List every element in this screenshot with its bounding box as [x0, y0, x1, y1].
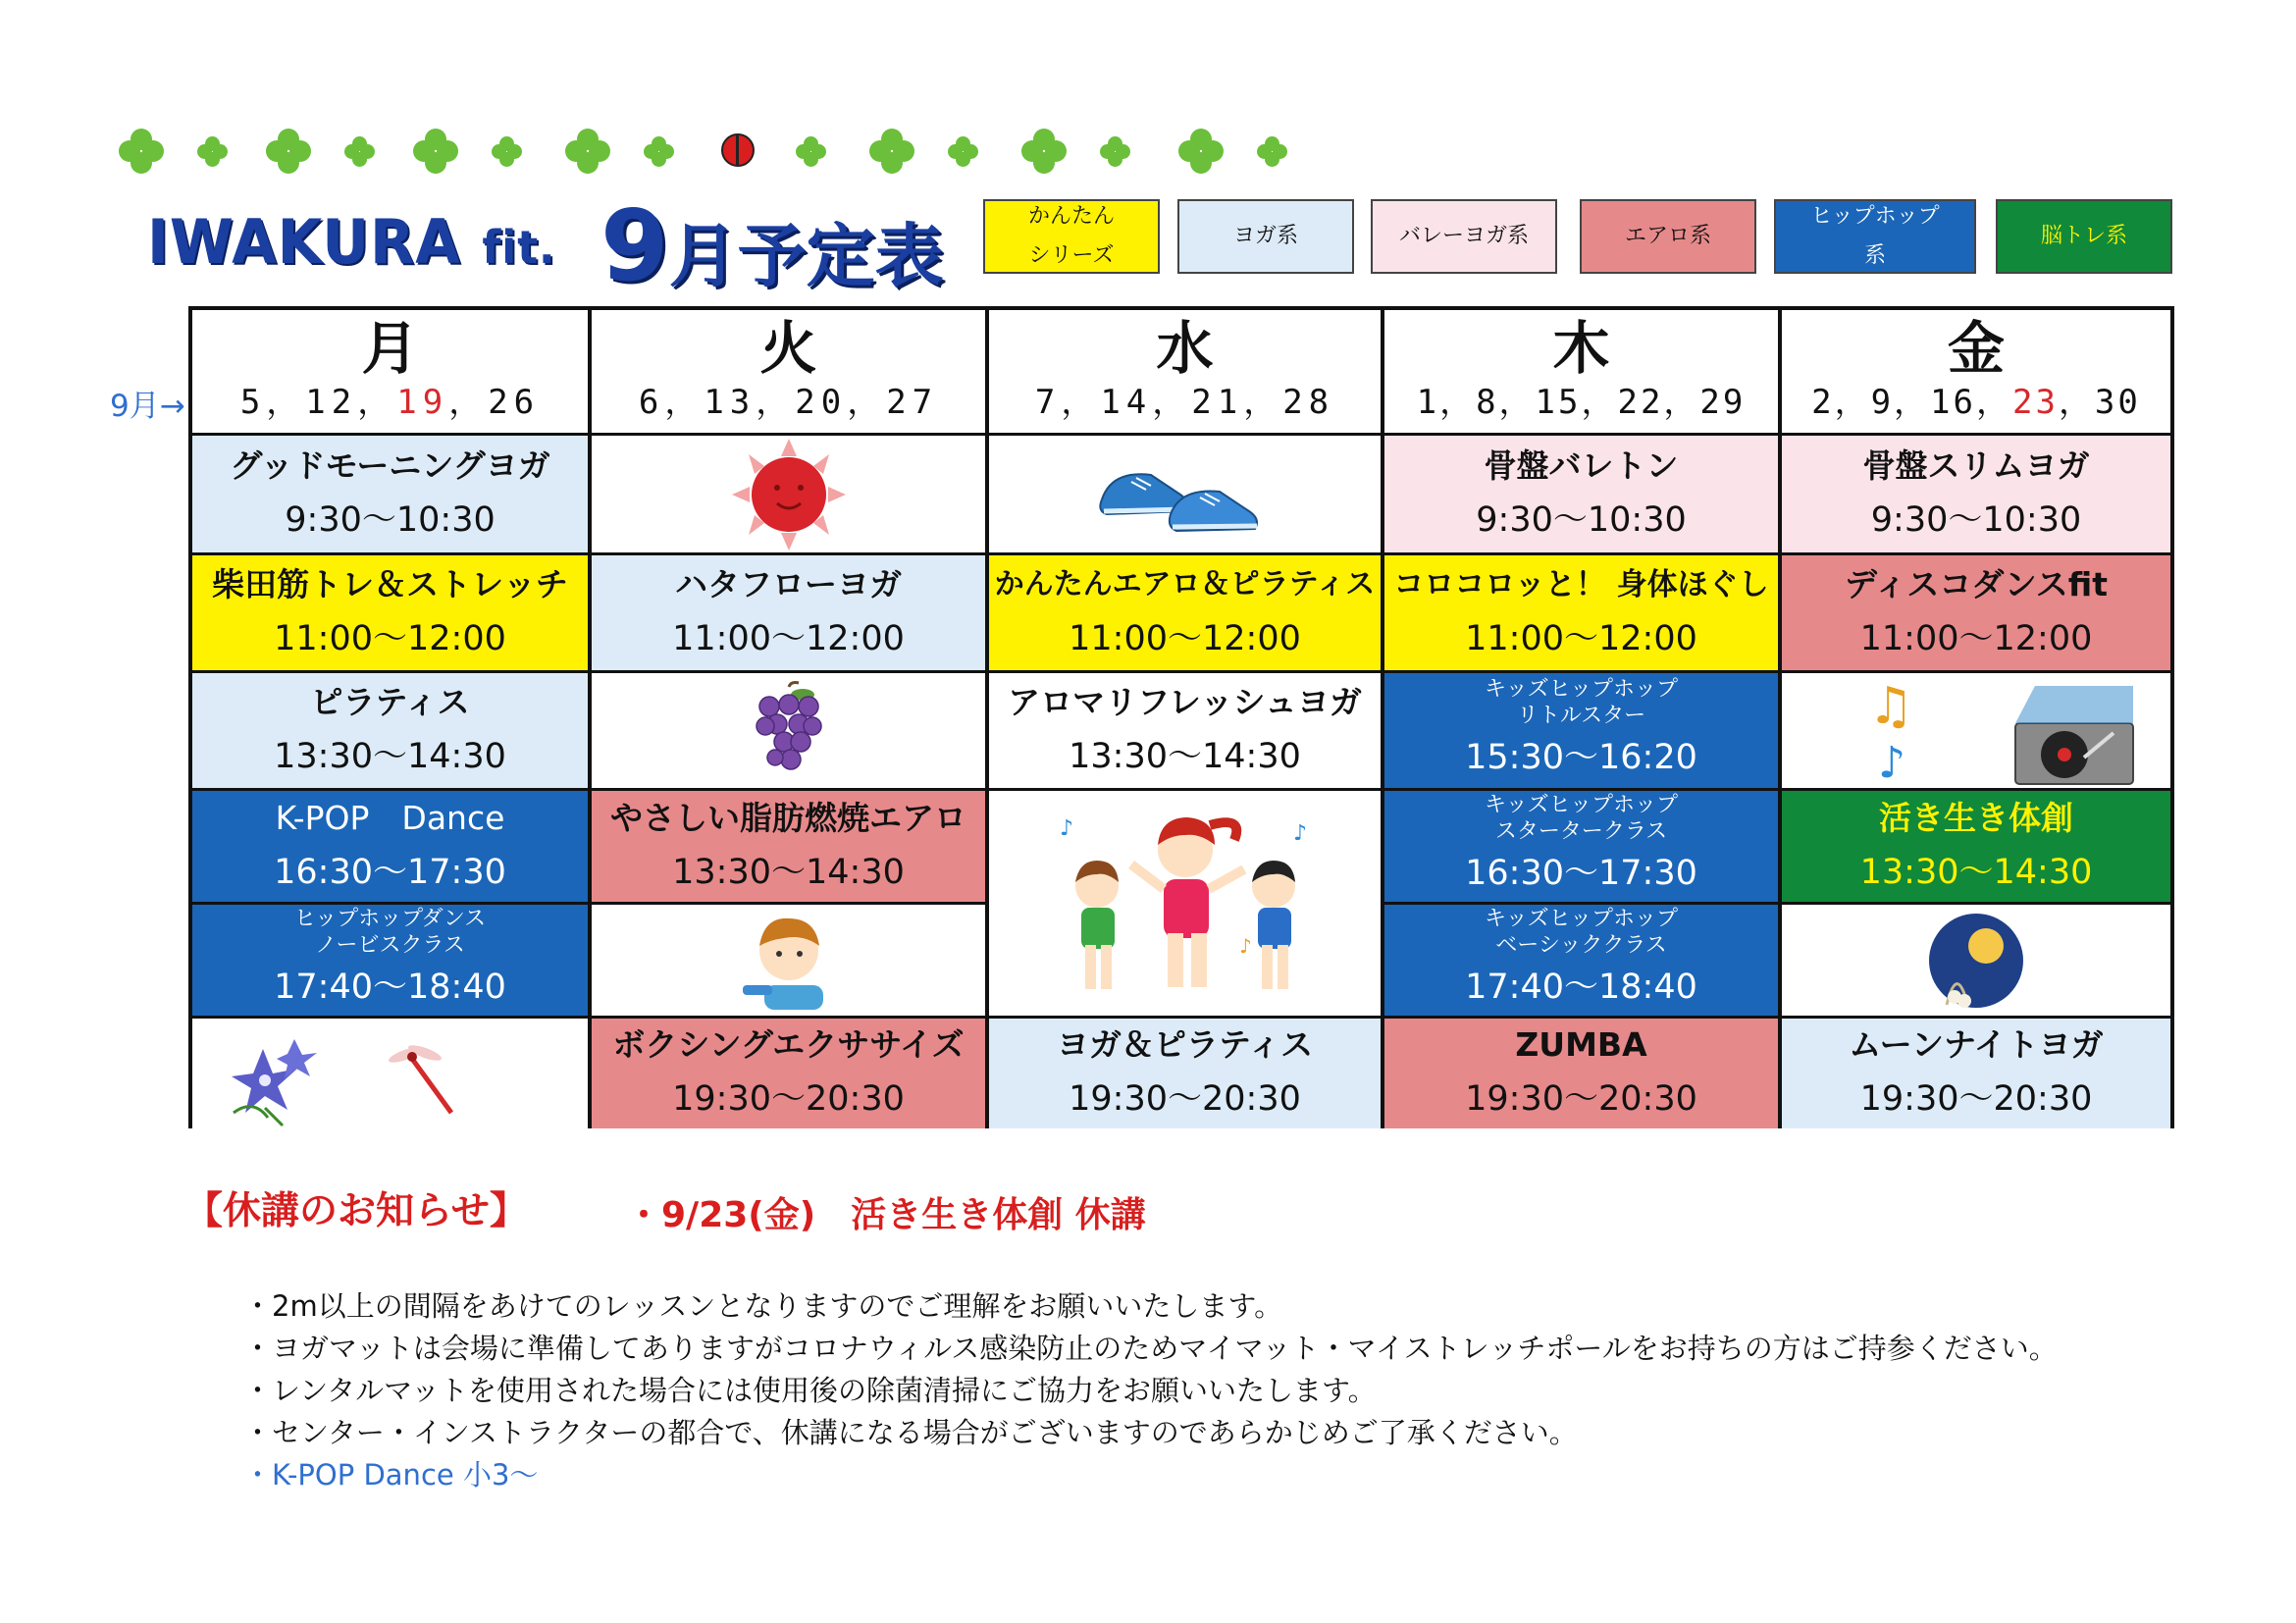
class-cell: K-POP Dance 16:30～17:30 — [192, 791, 588, 905]
legend-aerobics: エアロ系 — [1580, 199, 1756, 274]
class-cell: キッズヒップホップ スタータークラス 16:30～17:30 — [1384, 791, 1778, 905]
cancellation-notice-heading: 【休講のお知らせ】 — [184, 1189, 528, 1233]
illustration-moon — [1782, 905, 2170, 1019]
legend-easy-series: かんたん シリーズ — [983, 199, 1160, 274]
note-item: ・ヨガマットは会場に準備してありますがコロナウィルス感染防止のためマイマット・マイストレッチポールをお持ちの方はご持参ください。 — [243, 1332, 2058, 1365]
illustration-sun — [592, 436, 985, 555]
dragonfly-icon — [387, 1042, 451, 1113]
timetable — [188, 306, 2174, 1128]
illustration-music-turntable — [1782, 673, 2170, 791]
svg-text:♪: ♪ — [1292, 820, 1307, 846]
class-cell: 骨盤バレトン 9:30～10:30 — [1384, 436, 1778, 555]
ladybug-icon — [721, 133, 755, 167]
day-header-fri: 金 2，9，16，23，30 — [1782, 310, 2170, 436]
class-cell: ハタフローヨガ 11:00～12:00 — [592, 555, 985, 673]
class-cell: 活き生き体創 13:30～14:30 — [1782, 791, 2170, 905]
class-cell: グッドモーニングヨガ 9:30～10:30 — [192, 436, 588, 555]
class-cell: かんたんエアロ＆ピラティス 11:00～12:00 — [989, 555, 1381, 673]
class-cell: ZUMBA 19:30～20:30 — [1384, 1019, 1778, 1128]
legend-yoga: ヨガ系 — [1177, 199, 1354, 274]
moon-icon — [1917, 907, 2035, 1015]
class-cell: ディスコダンスfit 11:00～12:00 — [1782, 555, 2170, 673]
day-header-wed: 水 7，14，21，28 — [989, 310, 1381, 436]
day-header-mon: 月 5，12，19，26 — [192, 310, 588, 436]
grapes-icon — [740, 677, 838, 785]
class-cell: 骨盤スリムヨガ 9:30～10:30 — [1782, 436, 2170, 555]
month-label: 9月→ — [110, 389, 185, 424]
class-cell: ボクシングエクササイズ 19:30～20:30 — [592, 1019, 985, 1128]
illustration-sneakers — [989, 436, 1381, 555]
sun-icon — [710, 437, 867, 552]
class-cell: やさしい脂肪燃焼エアロ 13:30～14:30 — [592, 791, 985, 905]
class-cell: アロマリフレッシュヨガ 13:30～14:30 — [989, 673, 1381, 791]
class-cell: キッズヒップホップ リトルスター 15:30～16:20 — [1384, 673, 1778, 791]
class-cell: コロコロッと！ 身体ほぐし 11:00～12:00 — [1384, 555, 1778, 673]
music-note-icon — [1868, 677, 1914, 788]
notes-list — [243, 1285, 2058, 1496]
note-item: ・2m以上の間隔をあけてのレッスンとなりますのでご理解をお願いいたします。 — [243, 1289, 1283, 1323]
class-cell: 柴田筋トレ＆ストレッチ 11:00～12:00 — [192, 555, 588, 673]
note-item: ・レンタルマットを使用された場合には使用後の除菌清掃にご協力をお願いいたします。 — [243, 1374, 1377, 1407]
legend-brain-training: 脳トレ系 — [1996, 199, 2172, 274]
bellflower-icon — [232, 1039, 317, 1126]
sneakers-icon — [1092, 441, 1278, 549]
dancing-kids-icon — [1038, 796, 1332, 1012]
illustration-grapes — [592, 673, 985, 791]
svg-text:♪: ♪ — [1878, 737, 1906, 788]
illustration-bellflower-dragonfly — [192, 1019, 588, 1128]
svg-text:♪: ♪ — [1238, 933, 1252, 958]
note-item: ・センター・インストラクターの都合で、休講になる場合がございますのであらかじめご了承ください。 — [243, 1416, 1578, 1449]
class-cell: ムーンナイトヨガ 19:30～20:30 — [1782, 1019, 2170, 1128]
class-cell: ピラティス 13:30～14:30 — [192, 673, 588, 791]
boy-exercising-icon — [725, 907, 853, 1015]
illustration-boy-exercising — [592, 905, 985, 1019]
class-cell: ヒップホップダンス ノービスクラス 17:40～18:40 — [192, 905, 588, 1019]
class-cell: キッズヒップホップ ベーシッククラス 17:40～18:40 — [1384, 905, 1778, 1019]
class-cell: ヨガ＆ピラティス 19:30～20:30 — [989, 1019, 1381, 1128]
page-title: 9月予定表 — [600, 188, 944, 303]
day-header-thu: 木 1，8，15，22，29 — [1384, 310, 1778, 436]
day-header-tue: 火 6，13，20，27 — [592, 310, 985, 436]
legend-hiphop: ヒップホップ 系 — [1774, 199, 1976, 274]
note-item: ・K-POP Dance 小3～ — [243, 1458, 539, 1492]
brand-logo: IWAKURA fit. — [147, 206, 556, 278]
clover-decoration — [118, 126, 1295, 184]
svg-text:♫: ♫ — [1868, 676, 1914, 736]
illustration-dancing-kids — [989, 791, 1381, 1019]
svg-text:♪: ♪ — [1059, 815, 1073, 841]
cancellation-notice-item: ・9/23(金) 活き生き体創 休講 — [626, 1195, 1146, 1235]
turntable-icon — [2015, 686, 2133, 784]
legend-ballet-yoga: バレーヨガ系 — [1371, 199, 1557, 274]
